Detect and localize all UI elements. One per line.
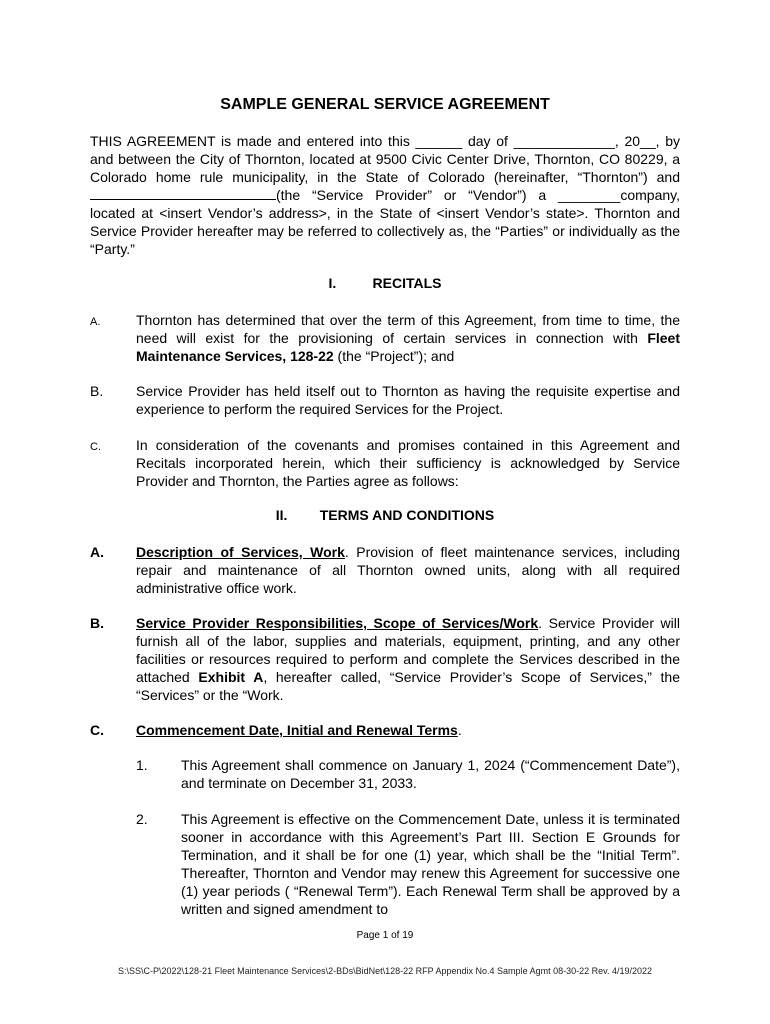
project-name: Fleet Maintenance Services, 128-22 [136, 330, 680, 364]
term-a [90, 543, 680, 597]
term-b [90, 614, 680, 704]
item-text: (the “Project”); and [333, 348, 455, 364]
section-heading-terms [0, 507, 770, 523]
subitem-text: This Agreement is effective on the Commencement Date, unless it is terminated sooner in accordance with this Agreement’s Part III. Section E Grounds for Termination, and it shall be for one (1) year, which shall be the “Initial Term”. Thereafter, Thornton and Vendor may renew this Agreement for successive one (1) year periods ( “Renewal Term”). Each Renewal Term shall be approved by a written and signed amendment to [181, 811, 680, 917]
item-marker: C. [90, 441, 101, 453]
section-title: RECITALS [372, 275, 442, 291]
subitem-text: This Agreement shall commence on January 1, 2024 (“Commencement Date”), and terminate on December 31, 2033. [181, 757, 680, 791]
term-c [90, 721, 680, 739]
intro-text-part2: (the “Service Provider” or “Vendor”) a ________company, located at <insert Vendor’s address>, in the State of <insert Vendor’s state>. Thornton and Service Provider hereafter may be referred to collectively as, the “Parties” or individually as the “Party.” [90, 187, 680, 257]
item-marker: C. [90, 722, 104, 738]
item-text: . [457, 722, 462, 738]
section-number: I. [328, 275, 337, 291]
recital-a [90, 311, 680, 365]
subitem-marker: 2. [136, 811, 148, 827]
term-c-subitem-2 [136, 810, 680, 918]
page-number: Page 1 of 19 [356, 930, 414, 941]
section-number: II. [275, 507, 288, 523]
recital-b [90, 382, 680, 418]
item-marker: A. [90, 316, 101, 328]
section-heading-recitals [0, 275, 770, 291]
item-heading: Service Provider Responsibilities, Scope of Services/Work [136, 615, 539, 631]
exhibit-reference: Exhibit A [198, 669, 264, 685]
item-text: Service Provider has held itself out to Thornton as having the requisite expertise and experience to perform the required Services for the Project. [136, 383, 680, 417]
section-title: TERMS AND CONDITIONS [319, 507, 495, 523]
item-text: . Service Provider will furnish all of the labor, supplies and materials, equipment, printing, and any other facilities or resources required to perform and complete the Services described in the attached [136, 615, 680, 685]
item-marker: B. [90, 383, 104, 399]
item-heading: Description of Services, Work [136, 544, 345, 560]
item-marker: A. [90, 544, 104, 560]
item-text: . Provision of fleet maintenance services, including repair and maintenance of all Thornton owned units, along with all required administrative office work. [136, 544, 680, 596]
file-path-footer: S:\SS\C-P\2022\128-21 Fleet Maintenance Services\2-BDs\BidNet\128-22 RFP Appendix No.4 Sample Agmt 08-30-22 Rev. 4/19/2022 [118, 966, 652, 976]
intro-paragraph [90, 132, 680, 258]
item-marker: B. [90, 615, 104, 631]
subitem-marker: 1. [136, 757, 148, 773]
recital-c [90, 436, 680, 490]
document-title: SAMPLE GENERAL SERVICE AGREEMENT [220, 96, 550, 113]
item-text: Thornton has determined that over the term of this Agreement, from time to time, the need will exist for the provisioning of certain services in connection with [136, 312, 680, 346]
item-text: , hereafter called, “Service Provider’s Scope of Services,” the “Services” or the “Work. [136, 669, 680, 703]
intro-text-part1: THIS AGREEMENT is made and entered into this ______ day of _____________, 20__, by and between the City of Thornton, located at 9500 Civic Center Drive, Thornton, CO 80229, a Colorado home rule municipality, in the State of Colorado (hereinafter, “Thornton”) and [90, 133, 680, 185]
term-c-subitem-1 [136, 756, 680, 792]
vendor-name-blank [90, 187, 276, 200]
item-heading: Commencement Date, Initial and Renewal Terms [136, 722, 458, 738]
item-text: In consideration of the covenants and promises contained in this Agreement and Recitals incorporated herein, which their sufficiency is acknowledged by Service Provider and Thornton, the Parties agree as follows: [136, 437, 680, 489]
